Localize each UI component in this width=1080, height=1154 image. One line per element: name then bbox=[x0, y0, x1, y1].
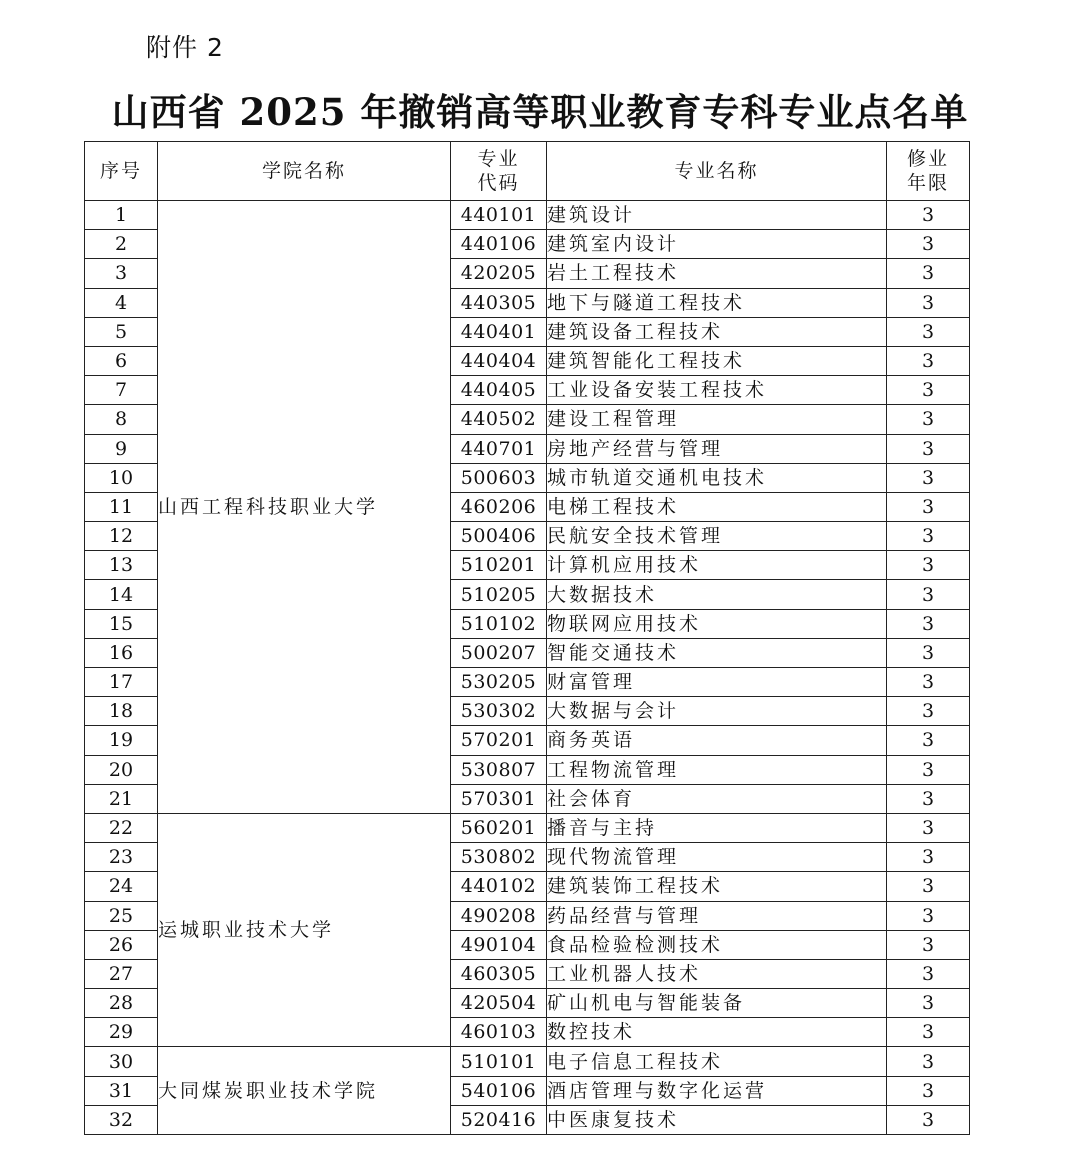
seq-cell: 31 bbox=[85, 1076, 158, 1105]
major-name-cell: 物联网应用技术 bbox=[547, 609, 887, 638]
study-years-cell: 3 bbox=[887, 668, 970, 697]
major-code-cell: 560201 bbox=[451, 813, 547, 842]
study-years-cell: 3 bbox=[887, 201, 970, 230]
seq-cell: 32 bbox=[85, 1105, 158, 1134]
major-name-cell: 大数据技术 bbox=[547, 580, 887, 609]
seq-cell: 30 bbox=[85, 1047, 158, 1076]
major-name-cell: 商务英语 bbox=[547, 726, 887, 755]
major-name-cell: 建筑设备工程技术 bbox=[547, 317, 887, 346]
seq-cell: 15 bbox=[85, 609, 158, 638]
major-name-cell: 酒店管理与数字化运营 bbox=[547, 1076, 887, 1105]
major-name-cell: 工业机器人技术 bbox=[547, 959, 887, 988]
major-name-cell: 电梯工程技术 bbox=[547, 492, 887, 521]
major-name-cell: 数控技术 bbox=[547, 1018, 887, 1047]
major-name-cell: 建筑装饰工程技术 bbox=[547, 872, 887, 901]
major-code-cell: 440101 bbox=[451, 201, 547, 230]
major-code-cell: 530802 bbox=[451, 843, 547, 872]
seq-cell: 11 bbox=[85, 492, 158, 521]
major-name-cell: 建设工程管理 bbox=[547, 405, 887, 434]
seq-cell: 9 bbox=[85, 434, 158, 463]
study-years-cell: 3 bbox=[887, 872, 970, 901]
major-code-cell: 500207 bbox=[451, 638, 547, 667]
major-name-cell: 中医康复技术 bbox=[547, 1105, 887, 1134]
major-code-cell: 460103 bbox=[451, 1018, 547, 1047]
major-code-cell: 440701 bbox=[451, 434, 547, 463]
major-name-cell: 药品经营与管理 bbox=[547, 901, 887, 930]
major-code-cell: 530205 bbox=[451, 668, 547, 697]
major-name-cell: 地下与隧道工程技术 bbox=[547, 288, 887, 317]
seq-cell: 18 bbox=[85, 697, 158, 726]
major-code-cell: 520416 bbox=[451, 1105, 547, 1134]
study-years-cell: 3 bbox=[887, 1018, 970, 1047]
study-years-cell: 3 bbox=[887, 230, 970, 259]
study-years-cell: 3 bbox=[887, 376, 970, 405]
header-college: 学院名称 bbox=[158, 142, 451, 201]
seq-cell: 12 bbox=[85, 522, 158, 551]
major-code-cell: 490104 bbox=[451, 930, 547, 959]
study-years-cell: 3 bbox=[887, 317, 970, 346]
major-name-cell: 工程物流管理 bbox=[547, 755, 887, 784]
major-name-cell: 建筑室内设计 bbox=[547, 230, 887, 259]
major-code-cell: 570301 bbox=[451, 784, 547, 813]
major-name-cell: 岩土工程技术 bbox=[547, 259, 887, 288]
seq-cell: 28 bbox=[85, 989, 158, 1018]
header-code-line2: 代码 bbox=[477, 172, 520, 194]
major-code-cell: 440502 bbox=[451, 405, 547, 434]
table-row bbox=[85, 1047, 970, 1076]
study-years-cell: 3 bbox=[887, 1076, 970, 1105]
major-code-cell: 440305 bbox=[451, 288, 547, 317]
study-years-cell: 3 bbox=[887, 1047, 970, 1076]
seq-cell: 29 bbox=[85, 1018, 158, 1047]
study-years-cell: 3 bbox=[887, 638, 970, 667]
major-code-cell: 510101 bbox=[451, 1047, 547, 1076]
seq-cell: 16 bbox=[85, 638, 158, 667]
header-code bbox=[451, 142, 547, 201]
study-years-cell: 3 bbox=[887, 813, 970, 842]
table-row bbox=[85, 813, 970, 842]
header-major: 专业名称 bbox=[547, 142, 887, 201]
study-years-cell: 3 bbox=[887, 580, 970, 609]
table-header bbox=[85, 142, 970, 201]
study-years-cell: 3 bbox=[887, 609, 970, 638]
college-cell: 运城职业技术大学 bbox=[158, 813, 451, 1047]
seq-cell: 8 bbox=[85, 405, 158, 434]
attachment-label: 附件 2 bbox=[146, 33, 224, 62]
major-code-cell: 490208 bbox=[451, 901, 547, 930]
major-name-cell: 社会体育 bbox=[547, 784, 887, 813]
header-row bbox=[85, 142, 970, 201]
seq-cell: 7 bbox=[85, 376, 158, 405]
major-code-cell: 510205 bbox=[451, 580, 547, 609]
study-years-cell: 3 bbox=[887, 492, 970, 521]
major-name-cell: 大数据与会计 bbox=[547, 697, 887, 726]
major-name-cell: 建筑设计 bbox=[547, 201, 887, 230]
study-years-cell: 3 bbox=[887, 551, 970, 580]
major-code-cell: 500406 bbox=[451, 522, 547, 551]
college-cell: 大同煤炭职业技术学院 bbox=[158, 1047, 451, 1135]
major-code-cell: 570201 bbox=[451, 726, 547, 755]
study-years-cell: 3 bbox=[887, 901, 970, 930]
college-cell: 山西工程科技职业大学 bbox=[158, 201, 451, 814]
seq-cell: 13 bbox=[85, 551, 158, 580]
seq-cell: 6 bbox=[85, 346, 158, 375]
seq-cell: 1 bbox=[85, 201, 158, 230]
seq-cell: 2 bbox=[85, 230, 158, 259]
major-name-cell: 城市轨道交通机电技术 bbox=[547, 463, 887, 492]
major-name-cell: 现代物流管理 bbox=[547, 843, 887, 872]
major-code-cell: 510201 bbox=[451, 551, 547, 580]
study-years-cell: 3 bbox=[887, 726, 970, 755]
study-years-cell: 3 bbox=[887, 522, 970, 551]
major-name-cell: 电子信息工程技术 bbox=[547, 1047, 887, 1076]
major-code-cell: 460305 bbox=[451, 959, 547, 988]
study-years-cell: 3 bbox=[887, 463, 970, 492]
study-years-cell: 3 bbox=[887, 755, 970, 784]
major-code-cell: 540106 bbox=[451, 1076, 547, 1105]
header-years-line2: 年限 bbox=[906, 172, 949, 194]
seq-cell: 22 bbox=[85, 813, 158, 842]
study-years-cell: 3 bbox=[887, 434, 970, 463]
study-years-cell: 3 bbox=[887, 288, 970, 317]
seq-cell: 27 bbox=[85, 959, 158, 988]
study-years-cell: 3 bbox=[887, 843, 970, 872]
majors-table bbox=[84, 141, 970, 1135]
major-code-cell: 440106 bbox=[451, 230, 547, 259]
document-title: 山西省 2025 年撤销高等职业教育专科专业点名单 bbox=[111, 90, 969, 134]
major-name-cell: 房地产经营与管理 bbox=[547, 434, 887, 463]
header-years-line1: 修业 bbox=[906, 148, 949, 170]
study-years-cell: 3 bbox=[887, 346, 970, 375]
study-years-cell: 3 bbox=[887, 405, 970, 434]
seq-cell: 21 bbox=[85, 784, 158, 813]
major-code-cell: 530807 bbox=[451, 755, 547, 784]
major-code-cell: 420205 bbox=[451, 259, 547, 288]
seq-cell: 5 bbox=[85, 317, 158, 346]
major-code-cell: 500603 bbox=[451, 463, 547, 492]
major-name-cell: 智能交通技术 bbox=[547, 638, 887, 667]
seq-cell: 23 bbox=[85, 843, 158, 872]
study-years-cell: 3 bbox=[887, 259, 970, 288]
major-name-cell: 建筑智能化工程技术 bbox=[547, 346, 887, 375]
major-code-cell: 440401 bbox=[451, 317, 547, 346]
seq-cell: 19 bbox=[85, 726, 158, 755]
header-code-line1: 专业 bbox=[477, 148, 520, 170]
study-years-cell: 3 bbox=[887, 989, 970, 1018]
seq-cell: 3 bbox=[85, 259, 158, 288]
major-code-cell: 440405 bbox=[451, 376, 547, 405]
major-code-cell: 420504 bbox=[451, 989, 547, 1018]
study-years-cell: 3 bbox=[887, 697, 970, 726]
seq-cell: 10 bbox=[85, 463, 158, 492]
study-years-cell: 3 bbox=[887, 784, 970, 813]
major-name-cell: 食品检验检测技术 bbox=[547, 930, 887, 959]
seq-cell: 17 bbox=[85, 668, 158, 697]
major-name-cell: 播音与主持 bbox=[547, 813, 887, 842]
table-row bbox=[85, 201, 970, 230]
header-seq: 序号 bbox=[85, 142, 158, 201]
seq-cell: 25 bbox=[85, 901, 158, 930]
major-name-cell: 民航安全技术管理 bbox=[547, 522, 887, 551]
seq-cell: 24 bbox=[85, 872, 158, 901]
seq-cell: 4 bbox=[85, 288, 158, 317]
major-code-cell: 440102 bbox=[451, 872, 547, 901]
major-code-cell: 530302 bbox=[451, 697, 547, 726]
seq-cell: 14 bbox=[85, 580, 158, 609]
study-years-cell: 3 bbox=[887, 1105, 970, 1134]
major-code-cell: 440404 bbox=[451, 346, 547, 375]
major-name-cell: 财富管理 bbox=[547, 668, 887, 697]
major-name-cell: 矿山机电与智能装备 bbox=[547, 989, 887, 1018]
header-years bbox=[887, 142, 970, 201]
study-years-cell: 3 bbox=[887, 930, 970, 959]
study-years-cell: 3 bbox=[887, 959, 970, 988]
major-name-cell: 计算机应用技术 bbox=[547, 551, 887, 580]
major-name-cell: 工业设备安装工程技术 bbox=[547, 376, 887, 405]
seq-cell: 26 bbox=[85, 930, 158, 959]
seq-cell: 20 bbox=[85, 755, 158, 784]
table-body bbox=[85, 201, 970, 1135]
major-code-cell: 510102 bbox=[451, 609, 547, 638]
major-code-cell: 460206 bbox=[451, 492, 547, 521]
